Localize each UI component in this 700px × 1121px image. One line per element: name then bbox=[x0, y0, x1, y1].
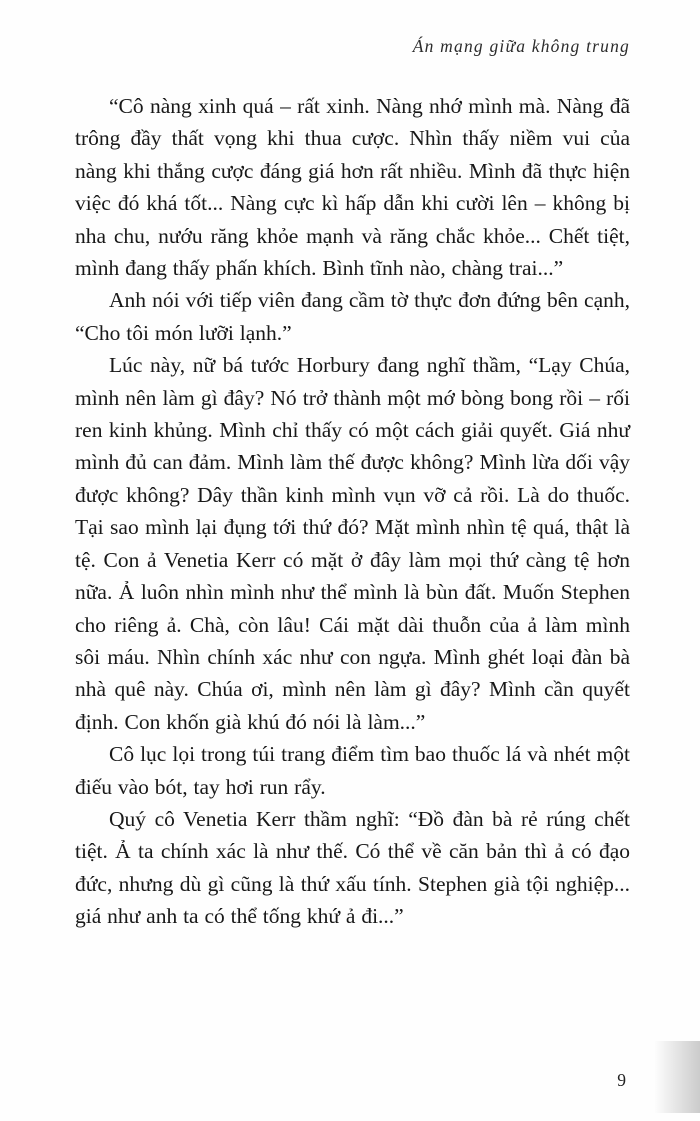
page-number: 9 bbox=[617, 1070, 626, 1090]
paragraph: Lúc này, nữ bá tước Horbury đang nghĩ thầm, “Lạy Chúa, mình nên làm gì đây? Nó trở thành một mớ bòng bong rồi – rối ren kinh khủng. Mình chỉ thấy có một cách giải quyết. Giá như mình đủ can đảm. Mình làm thế được không? Mình lừa dối vậy được không? Dây thần kinh mình vụn vỡ cả rồi. Là do thuốc. Tại sao mình lại đụng tới thứ đó? Mặt mình nhìn tệ quá, thật là tệ. Con ả Venetia Kerr có mặt ở đây làm mọi thứ càng tệ hơn nữa. Ả luôn nhìn mình như thể mình là bùn đất. Muốn Stephen cho riêng ả. Chà, còn lâu! Cái mặt dài thuỗn của ả làm mình sôi máu. Nhìn chính xác như con ngựa. Mình ghét loại đàn bà nhà quê này. Chúa ơi, mình nên làm gì đây? Mình cần quyết định. Con khốn già khú đó nói là làm...” bbox=[75, 353, 630, 734]
paragraph: “Cô nàng xinh quá – rất xinh. Nàng nhớ mình mà. Nàng đã trông đầy thất vọng khi thua cược. Nhìn thấy niềm vui của nàng khi thắng cược đáng giá hơn rất nhiều. Mình đã thực hiện việc đó khá tốt... Nàng cực kì hấp dẫn khi cười lên – không bị nha chu, nướu răng khỏe mạnh và răng chắc khỏe... Chết tiệt, mình đang thấy phấn khích. Bình tĩnh nào, chàng trai...” bbox=[75, 94, 630, 281]
running-header: Án mạng giữa không trung bbox=[412, 36, 630, 56]
paragraph: Anh nói với tiếp viên đang cầm tờ thực đơn đứng bên cạnh, “Cho tôi món lưỡi lạnh.” bbox=[75, 288, 630, 345]
paragraph: Quý cô Venetia Kerr thầm nghĩ: “Đồ đàn bà rẻ rúng chết tiệt. Ả ta chính xác là như thế. Có thể về căn bản thì ả có đạo đức, nhưng dù gì cũng là thứ xấu tính. Stephen già tội nghiệp... giá như anh ta có thể tống khứ ả đi...” bbox=[75, 806, 630, 929]
page-body bbox=[75, 90, 630, 933]
paragraph: Cô lục lọi trong túi trang điểm tìm bao thuốc lá và nhét một điếu vào bót, tay hơi run rẩy. bbox=[75, 742, 630, 799]
page-edge-shadow bbox=[646, 1041, 700, 1113]
